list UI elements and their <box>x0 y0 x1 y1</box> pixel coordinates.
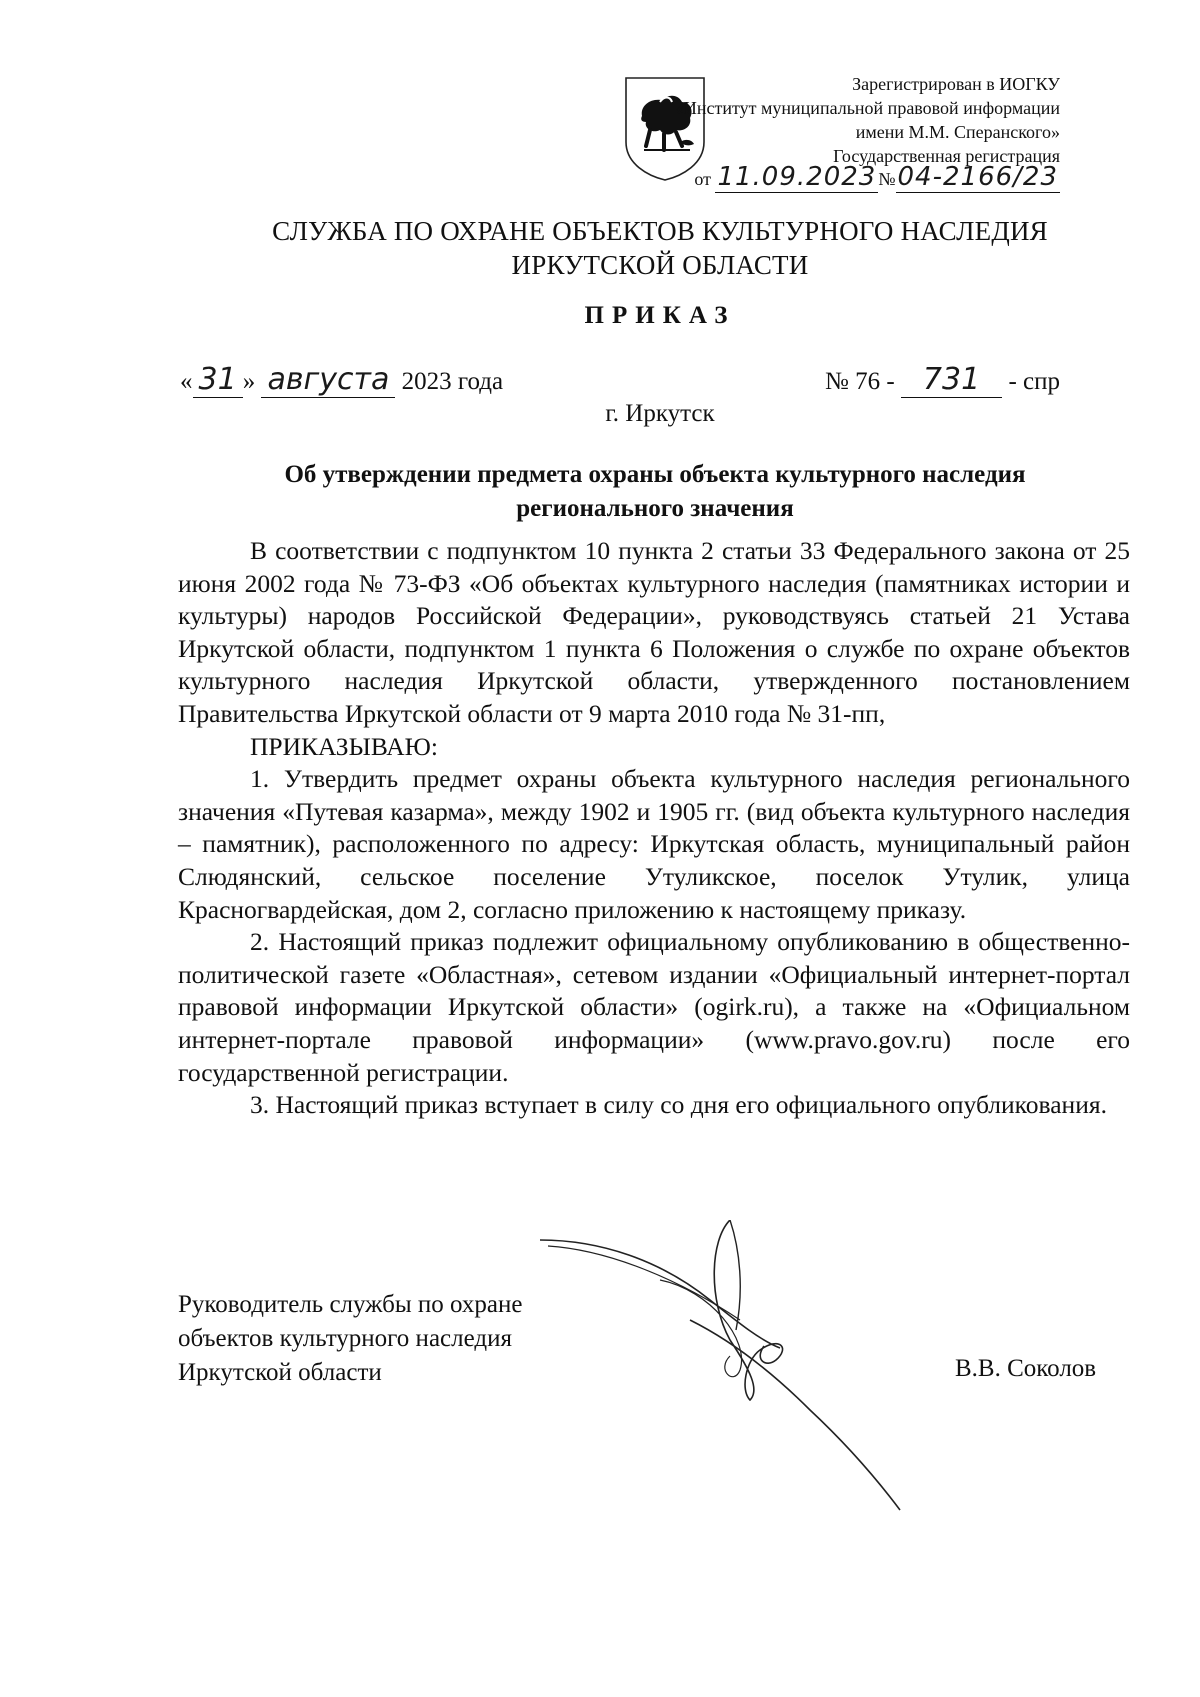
order-number-suffix: - спр <box>1008 368 1060 395</box>
agency-title-line-2: ИРКУТСКОЙ ОБЛАСТИ <box>511 250 809 280</box>
signatory-title-line-3: Иркутской области <box>178 1359 382 1386</box>
registration-stamp <box>675 72 1060 168</box>
order-date-open-quote: « <box>180 368 193 395</box>
registration-number-line <box>694 162 1060 192</box>
registration-line-4: Государственная регистрация <box>833 146 1060 166</box>
order-subject <box>180 458 1130 526</box>
body-item-2: 2. Настоящий приказ подлежит официальному опубликованию в общественно-политической газете «Областная», сетевом издании «Официальный интернет-портал правовой информации Иркутской области» (ogirk.ru), а также на «Официальном интернет-портале правовой информации» (www.pravo.gov.ru) после его государственной регистрации. <box>178 927 1130 1087</box>
signatory-title-line-2: объектов культурного наследия <box>178 1325 512 1352</box>
document-type: ПРИКАЗ <box>584 302 736 329</box>
body-order-word: ПРИКАЗЫВАЮ: <box>250 731 438 761</box>
handwritten-signature <box>540 1220 960 1520</box>
registration-line-1: Зарегистрирован в ИОГКУ <box>852 74 1060 94</box>
body-preamble: В соответствии с подпунктом 10 пункта 2 статьи 33 Федерального закона от 25 июня 2002 года № 73-ФЗ «Об объектах культурного наследия (памятниках истории и культуры) народов Российской Федерации», руководствуясь статьей 21 Устава Иркутской области, подпунктом 1 пункта 6 Положения о службе по охране объектов культурного наследия Иркутской области, утвержденного постановлением Правительства Иркутской области от 9 марта 2010 года № 31-пп, <box>178 536 1130 728</box>
registration-from-prefix: от <box>694 169 711 189</box>
signatory-title-line-1: Руководитель службы по охране <box>178 1291 523 1318</box>
agency-title <box>0 214 1200 282</box>
order-day: 31 <box>193 362 243 398</box>
order-year: 2023 года <box>401 368 504 395</box>
order-city: г. Иркутск <box>605 400 715 427</box>
body-item-3: 3. Настоящий приказ вступает в силу со дня его официального опубликования. <box>250 1090 1107 1120</box>
order-number-prefix: № 76 - <box>824 368 895 395</box>
body-item-1: 1. Утвердить предмет охраны объекта культурного наследия регионального значения «Путевая казарма», между 1902 и 1905 гг. (вид объекта культурного наследия – памятник), расположенного по адресу: Иркутская область, муниципальный район Слюдянский, сельское поселение Утуликское, поселок Утулик, улица Красногвардейская, дом 2, согласно приложению к настоящему приказу. <box>178 764 1130 924</box>
order-subject-line-2: регионального значения <box>516 495 794 522</box>
order-body <box>178 535 1130 1122</box>
order-number <box>825 362 1060 398</box>
order-month: августа <box>261 362 395 398</box>
agency-title-line-1: СЛУЖБА ПО ОХРАНЕ ОБЪЕКТОВ КУЛЬТУРНОГО НАСЛЕДИЯ <box>272 216 1048 246</box>
registration-line-2: «Институт муниципальной правовой информации <box>674 98 1060 118</box>
signatory-title <box>178 1288 522 1390</box>
order-date <box>180 362 503 397</box>
order-subject-line-1: Об утверждении предмета охраны объекта культурного наследия <box>284 461 1026 488</box>
registration-date: 11.09.2023 <box>717 162 877 192</box>
order-date-close-quote: » <box>242 368 256 395</box>
registration-number: 04-2166/23 <box>897 162 1058 192</box>
order-number-value: 731 <box>901 362 1002 398</box>
registration-number-prefix: № <box>878 169 896 189</box>
signer-name: В.В. Соколов <box>955 1355 1097 1382</box>
registration-line-3: имени М.М. Сперанского» <box>855 122 1060 142</box>
